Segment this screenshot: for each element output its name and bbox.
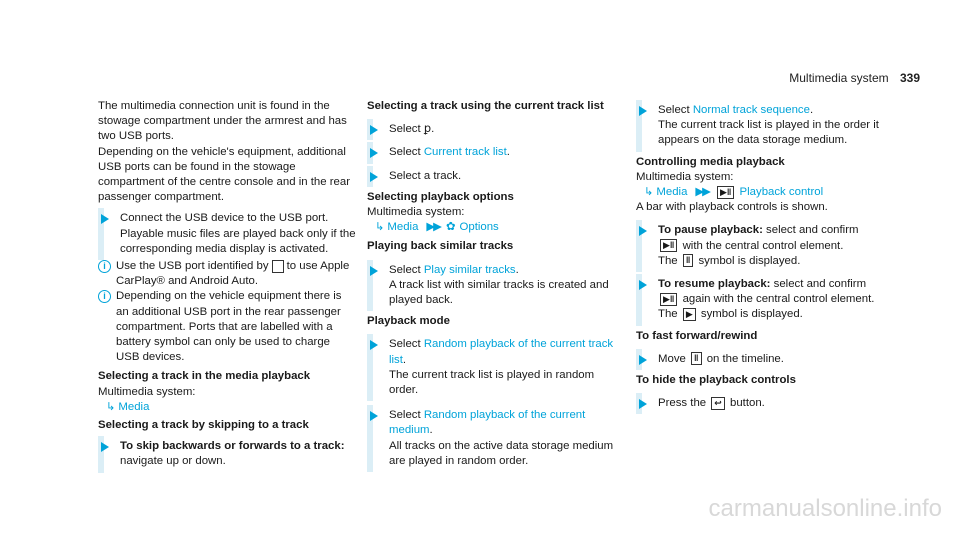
link-random-medium[interactable]: Random playback of the current medium [389,409,586,437]
info-icon: i [98,290,111,303]
list-icon: ꝑ [423,123,432,136]
paragraph: Depending on the vehicle's equipment, additional USB ports can be found in the stowage compartment of the centre console and in the rear passenger compartment. [98,145,351,204]
step-random-track-list: Select Random playback of the current track list. The current track list is played in random order. [367,337,625,398]
link-random-track-list[interactable]: Random playback of the current track list [389,338,614,366]
step-arrow-icon [370,411,378,421]
note-carplay: i Use the USB port identified by to use Apple CarPlay® and Android Auto. [98,259,356,289]
heading: Selecting a track by skipping to a track [98,419,309,432]
back-icon: ↩ [711,397,725,410]
step-pause: To pause playback: select and confirm ▶‖ with the central control element. The ‖ symbol is displayed. [636,223,894,269]
heading: To fast forward/rewind [636,329,758,342]
play-pause-icon: ▶‖ [717,186,734,199]
link-options[interactable]: Options [459,221,499,234]
heading: Controlling media playback [636,155,785,168]
info-icon: i [98,260,111,273]
step-arrow-icon [639,106,647,116]
system-label: Multimedia system: [98,385,196,398]
step-arrow-icon [101,442,109,452]
heading: Selecting a track using the current track list [367,100,604,112]
path-arrow-icon: ↳ [375,221,385,234]
step-similar-tracks: Select Play similar tracks. A track list with similar tracks is created and played back. [367,263,625,309]
menu-path [636,185,894,200]
link-current-track-list[interactable]: Current track list [423,146,507,159]
step-arrow-icon [639,355,647,365]
step-normal-sequence: Select Normal track sequence. The current track list is played in the order it appears on the data storage medium. [636,103,894,149]
link-media[interactable]: Media [118,400,150,413]
step-arrow-icon [370,172,378,182]
step-press-back: Press the ↩ button. [636,396,894,411]
link-play-similar-tracks[interactable]: Play similar tracks [423,263,516,276]
heading: Playing back similar tracks [367,240,514,253]
step-arrow-icon [370,125,378,135]
step-resume: To resume playback: select and confirm ▶‖ again with the central control element. The ▶ symbol is displayed. [636,277,894,323]
link-playback-control[interactable]: Playback control [739,186,824,199]
step-random-medium: Select Random playback of the current medium. All tracks on the active data storage medium are played in random order. [367,408,625,469]
menu-path [98,400,356,415]
step-arrow-icon [370,340,378,350]
menu-path [367,220,625,235]
header-title: Multimedia system [789,71,889,85]
pause-icon: ‖ [691,352,701,365]
column-1 [98,99,356,470]
page-number: 339 [899,71,920,85]
page-header [789,71,920,85]
heading: Playback mode [367,315,450,328]
step-select-icon: Select ꝑ. [367,122,625,137]
paragraph: The multimedia connection unit is found in the stowage compartment under the armrest and has two USB ports. [98,100,347,143]
double-chevron-icon: ▶▶ [695,186,709,199]
usb-port-icon [272,260,284,273]
path-arrow-icon: ↳ [106,400,116,413]
step-arrow-icon [639,226,647,236]
step-skip-track: To skip backwards or forwards to a track: navigate up or down. [98,439,356,469]
step-arrow-icon [370,148,378,158]
step-arrow-icon [101,214,109,224]
step-arrow-icon [639,280,647,290]
heading: Selecting a track in the media playback [98,370,311,383]
step-select-track: Select a track. [367,169,625,184]
system-label: Multimedia system: [367,206,465,219]
step-arrow-icon [639,399,647,409]
path-arrow-icon: ↳ [644,186,654,199]
paragraph: A bar with playback controls is shown. [636,201,828,214]
play-icon: ▶ [683,308,696,321]
step-current-track-list: Select Current track list. [367,145,625,160]
gear-icon: ✿ [445,221,456,234]
note-additional-usb: i Depending on the vehicle equipment there is an additional USB port in the rear passenger compartment. Ports that are labelled with a battery symbol can only be used to charge USB devices. [98,289,356,365]
pause-icon: ‖ [683,254,693,267]
heading: To hide the playback controls [636,374,796,387]
step-move-timeline: Move ‖ on the timeline. [636,352,894,367]
column-2 [367,99,625,469]
step-arrow-icon [370,266,378,276]
heading: Selecting playback options [367,190,514,203]
double-chevron-icon: ▶▶ [426,221,440,234]
step-connect-usb: Connect the USB device to the USB port. Playable music files are played back only if the corresponding media display is activated. [98,211,356,257]
play-pause-icon: ▶‖ [660,293,677,306]
column-3 [636,99,894,411]
link-media[interactable]: Media [387,221,419,234]
link-media[interactable]: Media [656,186,688,199]
play-pause-icon: ▶‖ [660,239,677,252]
watermark: carmanualsonline.info [708,495,942,522]
link-normal-track-sequence[interactable]: Normal track sequence [692,104,810,116]
system-label: Multimedia system: [636,170,734,183]
